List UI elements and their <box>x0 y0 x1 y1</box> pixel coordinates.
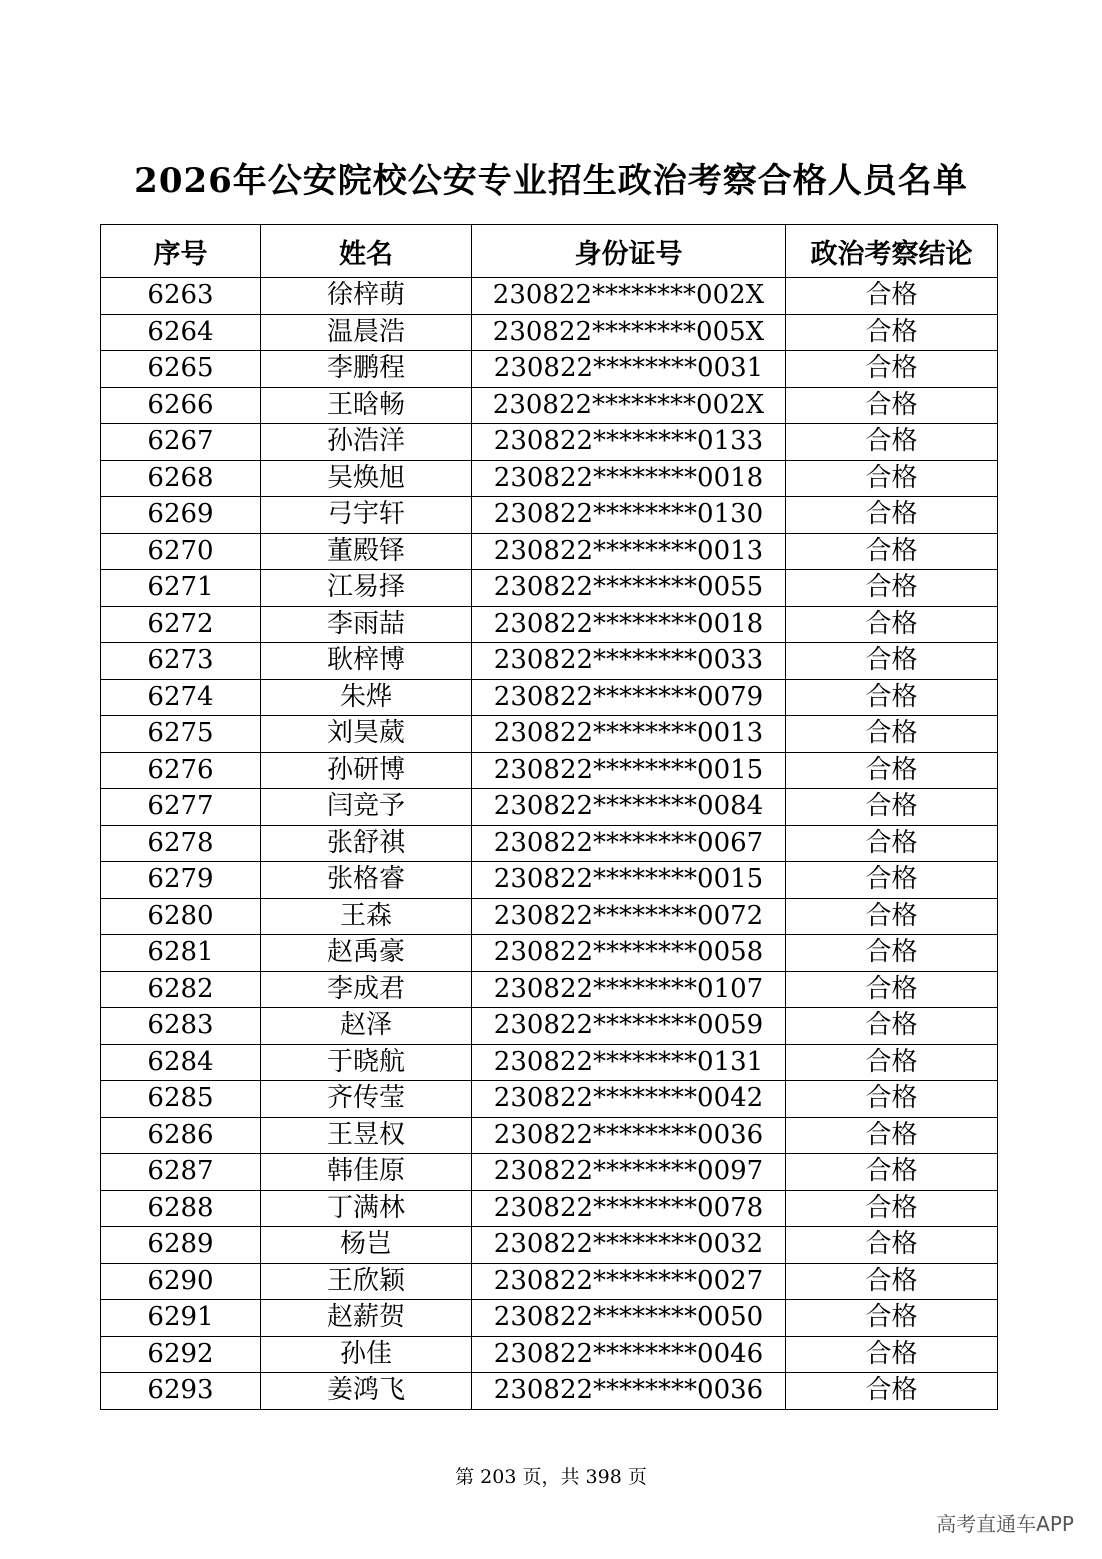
cell-id: 230822********0131 <box>472 1044 786 1081</box>
column-header-id: 身份证号 <box>472 225 786 278</box>
watermark-logo-text: 高考直通车APP <box>936 1512 1074 1536</box>
cell-id: 230822********0031 <box>472 351 786 388</box>
cell-result: 合格 <box>786 278 998 315</box>
table-row <box>101 460 998 497</box>
cell-name: 孙浩洋 <box>261 424 472 461</box>
cell-result: 合格 <box>786 679 998 716</box>
cell-seq: 6277 <box>101 789 261 826</box>
table-row <box>101 862 998 899</box>
cell-name: 孙佳 <box>261 1336 472 1373</box>
table-row <box>101 1008 998 1045</box>
cell-name: 耿梓博 <box>261 643 472 680</box>
table-row <box>101 314 998 351</box>
cell-id: 230822********005X <box>472 314 786 351</box>
table-row <box>101 971 998 1008</box>
cell-name: 赵薪贺 <box>261 1300 472 1337</box>
cell-result: 合格 <box>786 1154 998 1191</box>
cell-id: 230822********0055 <box>472 570 786 607</box>
table-row <box>101 825 998 862</box>
cell-name: 韩佳原 <box>261 1154 472 1191</box>
cell-result: 合格 <box>786 971 998 1008</box>
cell-seq: 6278 <box>101 825 261 862</box>
document-title: 2026年公安院校公安专业招生政治考察合格人员名单 <box>134 161 968 201</box>
cell-seq: 6287 <box>101 1154 261 1191</box>
cell-id: 230822********0059 <box>472 1008 786 1045</box>
cell-seq: 6266 <box>101 387 261 424</box>
cell-id: 230822********0032 <box>472 1227 786 1264</box>
cell-id: 230822********0072 <box>472 898 786 935</box>
cell-id: 230822********0015 <box>472 752 786 789</box>
table-row <box>101 424 998 461</box>
cell-name: 刘昊葳 <box>261 716 472 753</box>
cell-seq: 6271 <box>101 570 261 607</box>
cell-name: 赵禹豪 <box>261 935 472 972</box>
cell-result: 合格 <box>786 1081 998 1118</box>
cell-name: 孙研博 <box>261 752 472 789</box>
cell-name: 赵泽 <box>261 1008 472 1045</box>
cell-result: 合格 <box>786 314 998 351</box>
cell-result: 合格 <box>786 643 998 680</box>
table-row <box>101 643 998 680</box>
cell-seq: 6281 <box>101 935 261 972</box>
cell-id: 230822********0018 <box>472 606 786 643</box>
cell-result: 合格 <box>786 789 998 826</box>
table-row <box>101 1190 998 1227</box>
cell-result: 合格 <box>786 935 998 972</box>
table-row <box>101 1117 998 1154</box>
cell-id: 230822********0013 <box>472 716 786 753</box>
table-row <box>101 570 998 607</box>
cell-name: 弓宇轩 <box>261 497 472 534</box>
cell-result: 合格 <box>786 1190 998 1227</box>
cell-name: 姜鸿飞 <box>261 1373 472 1410</box>
column-header-name: 姓名 <box>261 225 472 278</box>
table-row <box>101 1373 998 1410</box>
cell-name: 吴焕旭 <box>261 460 472 497</box>
cell-seq: 6268 <box>101 460 261 497</box>
cell-id: 230822********0130 <box>472 497 786 534</box>
cell-seq: 6284 <box>101 1044 261 1081</box>
cell-name: 杨岂 <box>261 1227 472 1264</box>
cell-result: 合格 <box>786 533 998 570</box>
table-row <box>101 533 998 570</box>
cell-seq: 6291 <box>101 1300 261 1337</box>
cell-result: 合格 <box>786 460 998 497</box>
cell-result: 合格 <box>786 716 998 753</box>
cell-name: 温晨浩 <box>261 314 472 351</box>
cell-seq: 6289 <box>101 1227 261 1264</box>
cell-id: 230822********0079 <box>472 679 786 716</box>
table-header-row <box>101 225 998 278</box>
cell-seq: 6274 <box>101 679 261 716</box>
cell-name: 董殿铎 <box>261 533 472 570</box>
cell-result: 合格 <box>786 424 998 461</box>
table-row <box>101 716 998 753</box>
cell-name: 于晓航 <box>261 1044 472 1081</box>
cell-result: 合格 <box>786 570 998 607</box>
cell-id: 230822********0058 <box>472 935 786 972</box>
cell-seq: 6292 <box>101 1336 261 1373</box>
cell-name: 丁满林 <box>261 1190 472 1227</box>
cell-id: 230822********0015 <box>472 862 786 899</box>
table-row <box>101 351 998 388</box>
table-row <box>101 789 998 826</box>
cell-name: 李雨喆 <box>261 606 472 643</box>
table-row <box>101 387 998 424</box>
cell-name: 王晗畅 <box>261 387 472 424</box>
cell-seq: 6276 <box>101 752 261 789</box>
cell-id: 230822********0046 <box>472 1336 786 1373</box>
cell-seq: 6288 <box>101 1190 261 1227</box>
cell-result: 合格 <box>786 898 998 935</box>
cell-id: 230822********0078 <box>472 1190 786 1227</box>
table-row <box>101 1300 998 1337</box>
cell-seq: 6293 <box>101 1373 261 1410</box>
cell-name: 江易择 <box>261 570 472 607</box>
cell-seq: 6263 <box>101 278 261 315</box>
cell-result: 合格 <box>786 1336 998 1373</box>
table-row <box>101 935 998 972</box>
cell-name: 张舒祺 <box>261 825 472 862</box>
cell-name: 张格睿 <box>261 862 472 899</box>
cell-result: 合格 <box>786 862 998 899</box>
table-row <box>101 497 998 534</box>
cell-seq: 6280 <box>101 898 261 935</box>
cell-seq: 6285 <box>101 1081 261 1118</box>
cell-seq: 6264 <box>101 314 261 351</box>
cell-id: 230822********0036 <box>472 1117 786 1154</box>
cell-result: 合格 <box>786 1300 998 1337</box>
cell-result: 合格 <box>786 1044 998 1081</box>
cell-name: 齐传莹 <box>261 1081 472 1118</box>
column-header-seq: 序号 <box>101 225 261 278</box>
cell-seq: 6282 <box>101 971 261 1008</box>
cell-name: 王昱权 <box>261 1117 472 1154</box>
table-row <box>101 679 998 716</box>
cell-seq: 6265 <box>101 351 261 388</box>
table-row <box>101 1227 998 1264</box>
cell-result: 合格 <box>786 752 998 789</box>
cell-seq: 6290 <box>101 1263 261 1300</box>
cell-id: 230822********0036 <box>472 1373 786 1410</box>
table-row <box>101 1081 998 1118</box>
cell-seq: 6279 <box>101 862 261 899</box>
roster-table <box>100 224 998 1410</box>
cell-name: 李鹏程 <box>261 351 472 388</box>
cell-seq: 6269 <box>101 497 261 534</box>
cell-seq: 6272 <box>101 606 261 643</box>
page-number: 第 203 页，共 398 页 <box>455 1466 647 1488</box>
cell-id: 230822********0042 <box>472 1081 786 1118</box>
cell-result: 合格 <box>786 1227 998 1264</box>
column-header-result: 政治考察结论 <box>786 225 998 278</box>
cell-id: 230822********002X <box>472 387 786 424</box>
table-row <box>101 606 998 643</box>
cell-result: 合格 <box>786 1263 998 1300</box>
cell-seq: 6286 <box>101 1117 261 1154</box>
cell-name: 徐梓萌 <box>261 278 472 315</box>
cell-id: 230822********0097 <box>472 1154 786 1191</box>
cell-name: 王欣颖 <box>261 1263 472 1300</box>
cell-id: 230822********0067 <box>472 825 786 862</box>
cell-seq: 6273 <box>101 643 261 680</box>
cell-name: 李成君 <box>261 971 472 1008</box>
cell-seq: 6267 <box>101 424 261 461</box>
table-body <box>101 278 998 1410</box>
cell-id: 230822********0050 <box>472 1300 786 1337</box>
table-row <box>101 1263 998 1300</box>
cell-result: 合格 <box>786 351 998 388</box>
cell-result: 合格 <box>786 1117 998 1154</box>
cell-id: 230822********0107 <box>472 971 786 1008</box>
table-row <box>101 898 998 935</box>
table-row <box>101 1336 998 1373</box>
table-row <box>101 1154 998 1191</box>
table-row <box>101 752 998 789</box>
cell-seq: 6270 <box>101 533 261 570</box>
cell-seq: 6275 <box>101 716 261 753</box>
cell-result: 合格 <box>786 606 998 643</box>
cell-result: 合格 <box>786 497 998 534</box>
cell-result: 合格 <box>786 1373 998 1410</box>
cell-seq: 6283 <box>101 1008 261 1045</box>
cell-id: 230822********0133 <box>472 424 786 461</box>
cell-id: 230822********002X <box>472 278 786 315</box>
cell-result: 合格 <box>786 1008 998 1045</box>
cell-id: 230822********0033 <box>472 643 786 680</box>
cell-name: 王森 <box>261 898 472 935</box>
cell-result: 合格 <box>786 825 998 862</box>
table-row <box>101 1044 998 1081</box>
cell-name: 闫竞予 <box>261 789 472 826</box>
cell-id: 230822********0013 <box>472 533 786 570</box>
cell-name: 朱烨 <box>261 679 472 716</box>
cell-id: 230822********0084 <box>472 789 786 826</box>
table-row <box>101 278 998 315</box>
cell-id: 230822********0027 <box>472 1263 786 1300</box>
cell-result: 合格 <box>786 387 998 424</box>
cell-id: 230822********0018 <box>472 460 786 497</box>
